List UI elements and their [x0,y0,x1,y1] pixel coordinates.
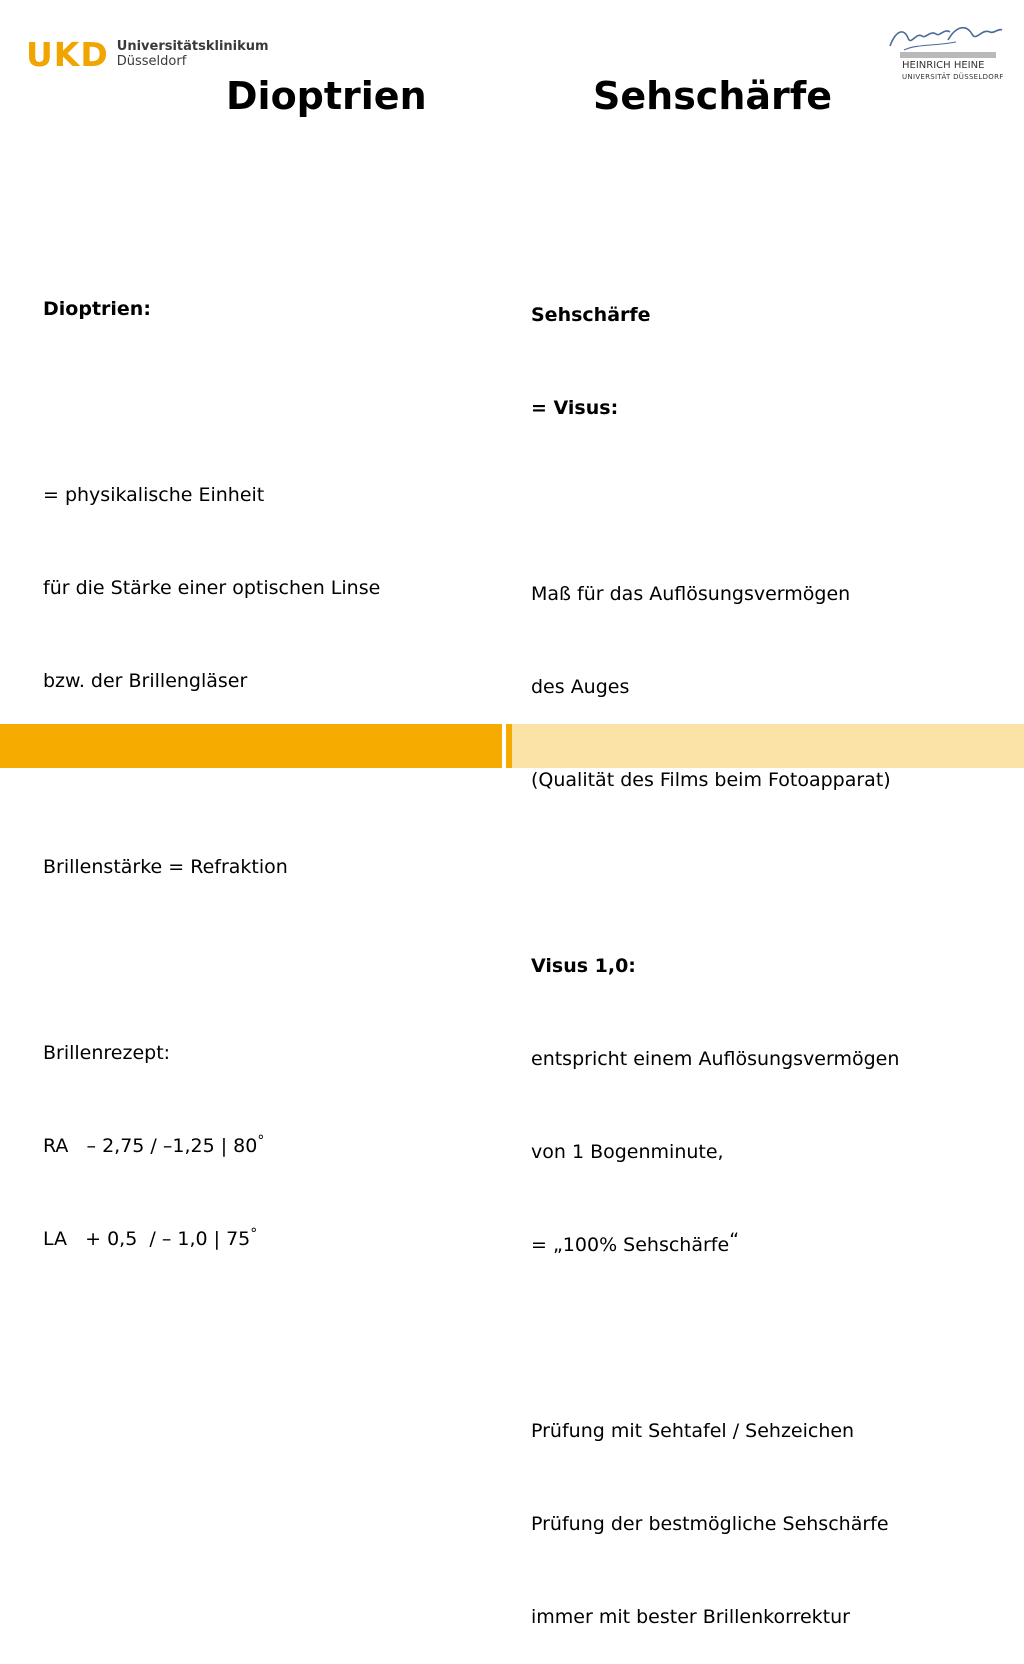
hhu-logo-line2: UNIVERSITÄT DÜSSELDORF [902,73,1004,81]
blank-line [43,387,380,418]
footer-bar [0,724,1024,768]
footer-segment-right [512,724,1024,768]
ukd-logo [26,34,269,74]
hhu-logo-line1: HEINRICH HEINE [902,60,985,71]
rezept-la-text: LA + 0,5 / – 1,0 | 75 [43,1228,251,1250]
ukd-logo-name-line2: Düsseldorf [116,54,187,69]
definition-line-2: für die Stärke einer optischen Linse [43,577,381,599]
mass-line-2: des Auges [531,676,630,698]
mass-line-3: (Qualität des Films beim Fotoapparat) [531,769,891,791]
title-left: Dioptrien [226,74,427,118]
rezept-ra-text: RA – 2,75 / –1,25 | 80 [43,1135,258,1157]
visus-equals-heading: = Visus: [531,397,619,419]
pruefung-line-1: Prüfung mit Sehtafel / Sehzeichen [531,1420,855,1442]
definition-line-1: = physikalische Einheit [43,484,265,506]
right-column [531,238,899,1664]
blank-line [43,945,380,976]
degree-symbol: ° [250,1226,258,1242]
pruefung-line-3: immer mit bester Brillenkorrektur [531,1606,850,1628]
sehschaerfe-heading: Sehschärfe [531,304,651,326]
rezept-la-line [43,1224,380,1255]
visus-line-3-text: = „100% Sehschärfe [531,1234,730,1256]
closing-quote: “ [729,1229,740,1251]
ukd-logo-mark: UKD [26,34,109,74]
blank-line [531,858,899,889]
hhu-signature-icon [886,20,1004,60]
footer-segment-left [0,724,502,768]
dioptrien-heading: Dioptrien: [43,298,151,320]
pruefung-line-2: Prüfung der bestmögliche Sehschärfe [531,1513,889,1535]
ukd-logo-name-line1: Universitätsklinikum [116,39,269,54]
ukd-logo-name [117,39,269,69]
title-right: Sehschärfe [593,74,833,118]
blank-line [531,486,899,517]
visus-line-3 [531,1230,899,1261]
degree-symbol: ° [257,1133,265,1149]
definition-line-3: bzw. der Brillengläser [43,670,248,692]
visus-line-2: von 1 Bogenminute, [531,1141,724,1163]
rezept-heading: Brillenrezept: [43,1042,171,1064]
visus-line-1: entspricht einem Auflösungsvermögen [531,1048,900,1070]
mass-line-1: Maß für das Auflösungsvermögen [531,583,851,605]
visus-value-heading: Visus 1,0: [531,955,636,977]
rezept-ra-line [43,1131,380,1162]
refraktion-line: Brillenstärke = Refraktion [43,856,288,878]
hhu-logo [886,20,1004,86]
blank-line [531,1323,899,1354]
